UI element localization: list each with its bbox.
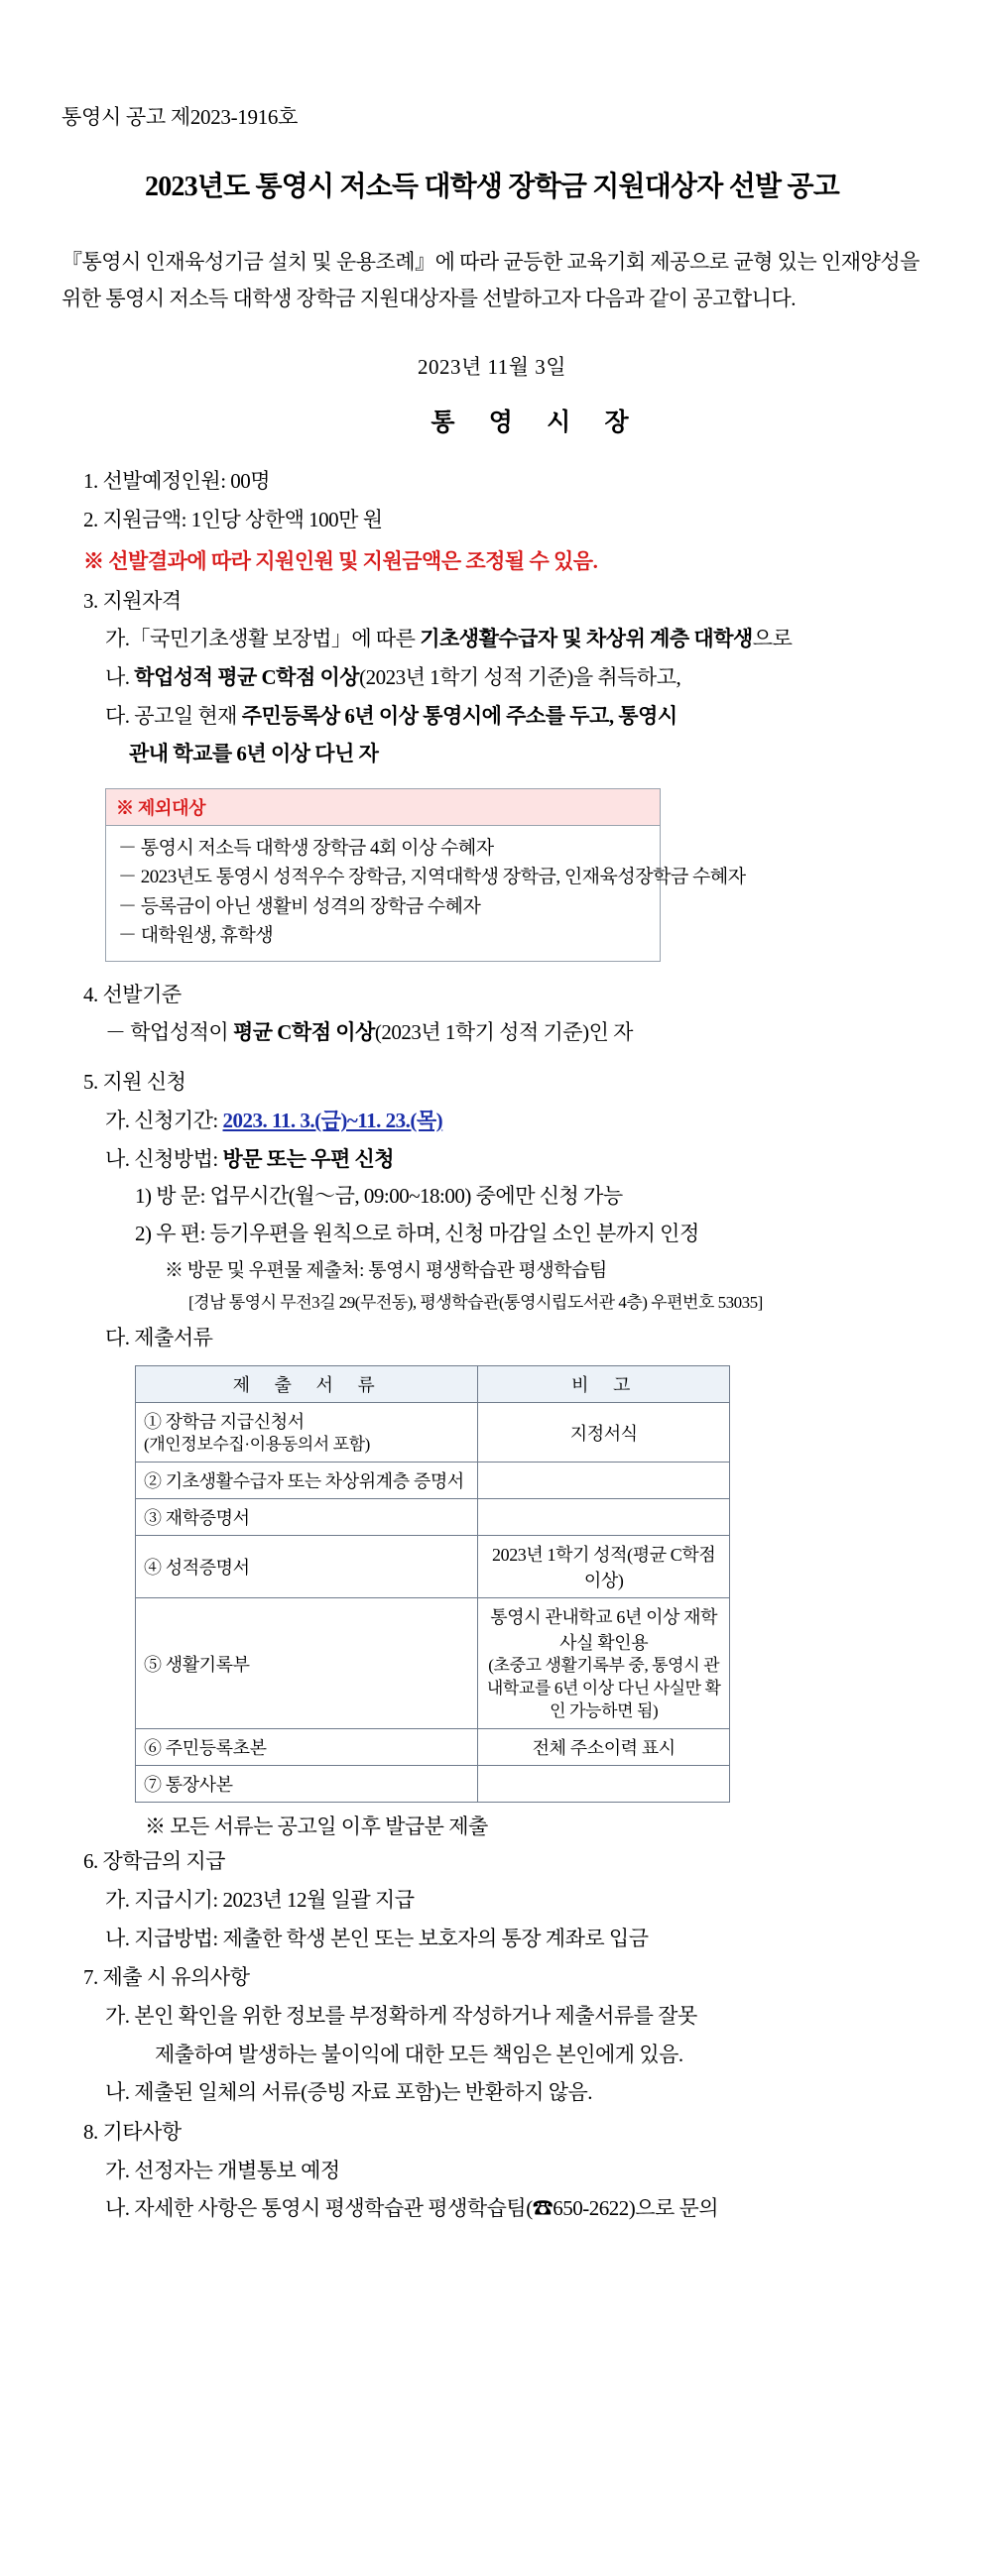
table-cell-note [478,1463,730,1499]
issuer-name: 통 영 시 장 [430,409,643,436]
section-3-item-b-emphasis: 학업성적 평균 C학점 이상 [134,664,360,689]
exclusion-body [106,826,746,961]
application-period-link[interactable]: 2023. 11. 3.(금)~11. 23.(목) [222,1108,443,1132]
section-3-item-a-emphasis: 기초생활수급자 및 차상위 계층 대학생 [420,627,753,651]
section-6 [62,1844,922,1956]
table-cell-document: ③ 재학증명서 [136,1499,478,1536]
table-row [136,1403,730,1463]
section-3-item-a-suffix: 으로 [752,627,793,651]
table-cell-document: ⑦ 통장사본 [136,1766,478,1803]
table-cell-document: ④ 성적증명서 [136,1536,478,1598]
section-3-item-b-suffix: (2023년 1학기 성적 기준)을 취득하고, [359,664,681,689]
section-3-item-a [105,622,922,657]
exclusion-item: － 등록금이 아닌 생활비 성격의 장학금 수혜자 [118,895,481,917]
exclusion-item: － 2023년도 통영시 성적우수 장학금, 지역대학생 장학금, 인재육성장학금 수혜자 [118,867,746,888]
section-8-item-b: 나. 자세한 사항은 통영시 평생학습관 평생학습팀(☎650-2622)으로 문의 [105,2196,719,2221]
table-cell-note [478,1766,730,1803]
section-2-note: ※ 선발결과에 따라 지원인원 및 지원금액은 조정될 수 있음. [83,548,598,573]
section-1 [62,464,922,500]
documents-footnote: ※ 모든 서류는 공고일 이후 발급분 제출 [145,1815,488,1839]
section-8-item-a: 가. 선정자는 개별통보 예정 [105,2158,340,2182]
section-3-item-b [105,660,922,696]
section-7-item-b: 나. 제출된 일체의 서류(증빙 자료 포함)는 반환하지 않음. [105,2080,593,2105]
table-cell-document [136,1403,478,1463]
table-row [136,1766,730,1803]
section-6-heading: 6. 장학금의 지급 [83,1849,225,1874]
section-8 [62,2115,922,2227]
section-8-heading: 8. 기타사항 [83,2120,182,2144]
section-5-item-b-2: 2) 우 편: 등기우편을 원칙으로 하며, 신청 마감일 소인 분까지 인정 [135,1221,699,1245]
exclusion-item: － 통영시 저소득 대학생 장학금 4회 이상 수혜자 [118,838,494,859]
section-5-item-b-emphasis: 방문 또는 우편 신청 [222,1146,395,1171]
section-3-item-a-prefix: 가.「국민기초생활 보장법」에 따른 [105,627,421,651]
table-cell-document: ⑥ 주민등록초본 [136,1729,478,1766]
exclusion-box [105,788,746,962]
section-6-item-b: 나. 지급방법: 제출한 학생 본인 또는 보호자의 통장 계좌로 입금 [105,1926,649,1950]
table-header-note: 비 고 [478,1366,730,1403]
document-name: ① 장학금 지급신청서 [144,1412,305,1433]
document-name-sub: (개인정보수집·이용동의서 포함) [144,1435,370,1455]
section-4-item-suffix: (2023년 1학기 성적 기준)인 자 [374,1020,633,1045]
section-3-heading: 3. 지원자격 [83,588,182,613]
note-main: 통영시 관내학교 6년 이상 재학 사실 확인용 [490,1607,718,1654]
section-3-item-c-prefix: 다. 공고일 현재 [105,703,242,728]
table-row [136,1499,730,1536]
section-4-item-emphasis: 평균 C학점 이상 [232,1020,375,1045]
section-3-item-c-emphasis-2: 관내 학교를 6년 이상 다닌 자 [129,742,379,766]
table-row [136,1463,730,1499]
section-7-item-a: 가. 본인 확인을 위한 정보를 부정확하게 작성하거나 제출서류를 잘못 [105,2003,697,2028]
section-4-item [105,1015,922,1051]
table-cell-document: ⑤ 생활기록부 [136,1598,478,1729]
table-cell-note: 2023년 1학기 성적(평균 C학점 이상) [478,1536,730,1598]
submission-address: [경남 통영시 무전3길 29(무전동), 평생학습관(통영시립도서관 4층) 우편번호 53035] [188,1292,763,1312]
section-4-item-prefix: － 학업성적이 [105,1020,233,1045]
section-5-item-c: 다. 제출서류 [105,1325,213,1349]
document-number: 통영시 공고 제2023-1916호 [62,105,299,129]
section-3-item-b-prefix: 나. [105,664,135,689]
section-4 [62,978,922,1051]
section-4-heading: 4. 선발기준 [83,982,182,1006]
section-2-heading: 2. 지원금액: 1인당 상한액 100만 원 [83,508,383,532]
section-7-heading: 7. 제출 시 유의사항 [83,1965,250,1990]
required-documents-table [135,1365,730,1803]
exclusion-item: － 대학원생, 휴학생 [118,925,274,947]
section-5-heading: 5. 지원 신청 [83,1070,186,1095]
page-title: 2023년도 통영시 저소득 대학생 장학금 지원대상자 선발 공고 [145,172,839,202]
table-cell-note [478,1598,730,1729]
section-3-item-c [105,699,922,735]
table-row [136,1729,730,1766]
table-header-documents: 제 출 서 류 [136,1366,478,1403]
section-2 [62,503,922,579]
table-cell-note: 지정서식 [478,1403,730,1463]
section-3-item-c-emphasis-1: 주민등록상 6년 이상 통영시에 주소를 두고, 통영시 [241,703,677,728]
table-row [136,1536,730,1598]
table-cell-note: 전체 주소이력 표시 [478,1729,730,1766]
section-5-item-a [105,1104,922,1139]
table-cell-note [478,1499,730,1536]
note-sub: (초중고 생활기록부 중, 통영시 관내학교를 6년 이상 다닌 사실만 확인 가능하면 됨) [486,1656,721,1721]
table-header-row [136,1366,730,1403]
section-7-item-a-cont: 제출하여 발생하는 불이익에 대한 모든 책임은 본인에게 있음. [155,2042,683,2066]
exclusion-header: ※ 제외대상 [106,789,660,826]
section-3 [62,584,922,772]
section-5-item-b-prefix: 나. 신청방법: [105,1146,223,1171]
section-7 [62,1960,922,2111]
section-3-item-c-cont [105,737,922,772]
table-row [136,1598,730,1729]
section-5 [62,1065,922,1355]
section-6-item-a: 가. 지급시기: 2023년 12월 일괄 지급 [105,1887,415,1912]
intro-paragraph: 『통영시 인재육성기금 설치 및 운용조례』에 따라 균등한 교육기회 제공으로 균형 있는 인재양성을 위한 통영시 저소득 대학생 장학금 지원대상자를 선발하고자 다음과 같이 공고합니다. [62,250,920,310]
issue-date: 2023년 11월 3일 [417,354,567,379]
section-5-item-a-prefix: 가. 신청기간: [105,1108,223,1132]
section-5-item-b-1: 1) 방 문: 업무시간(월～금, 09:00~18:00) 중에만 신청 가능 [135,1184,623,1209]
section-1-heading: 1. 선발예정인원: 00명 [83,468,271,493]
submission-place-note: ※ 방문 및 우편물 제출처: 통영시 평생학습관 평생학습팀 [165,1259,607,1281]
section-5-item-b [105,1142,922,1178]
table-cell-document: ② 기초생활수급자 또는 차상위계층 증명서 [136,1463,478,1499]
